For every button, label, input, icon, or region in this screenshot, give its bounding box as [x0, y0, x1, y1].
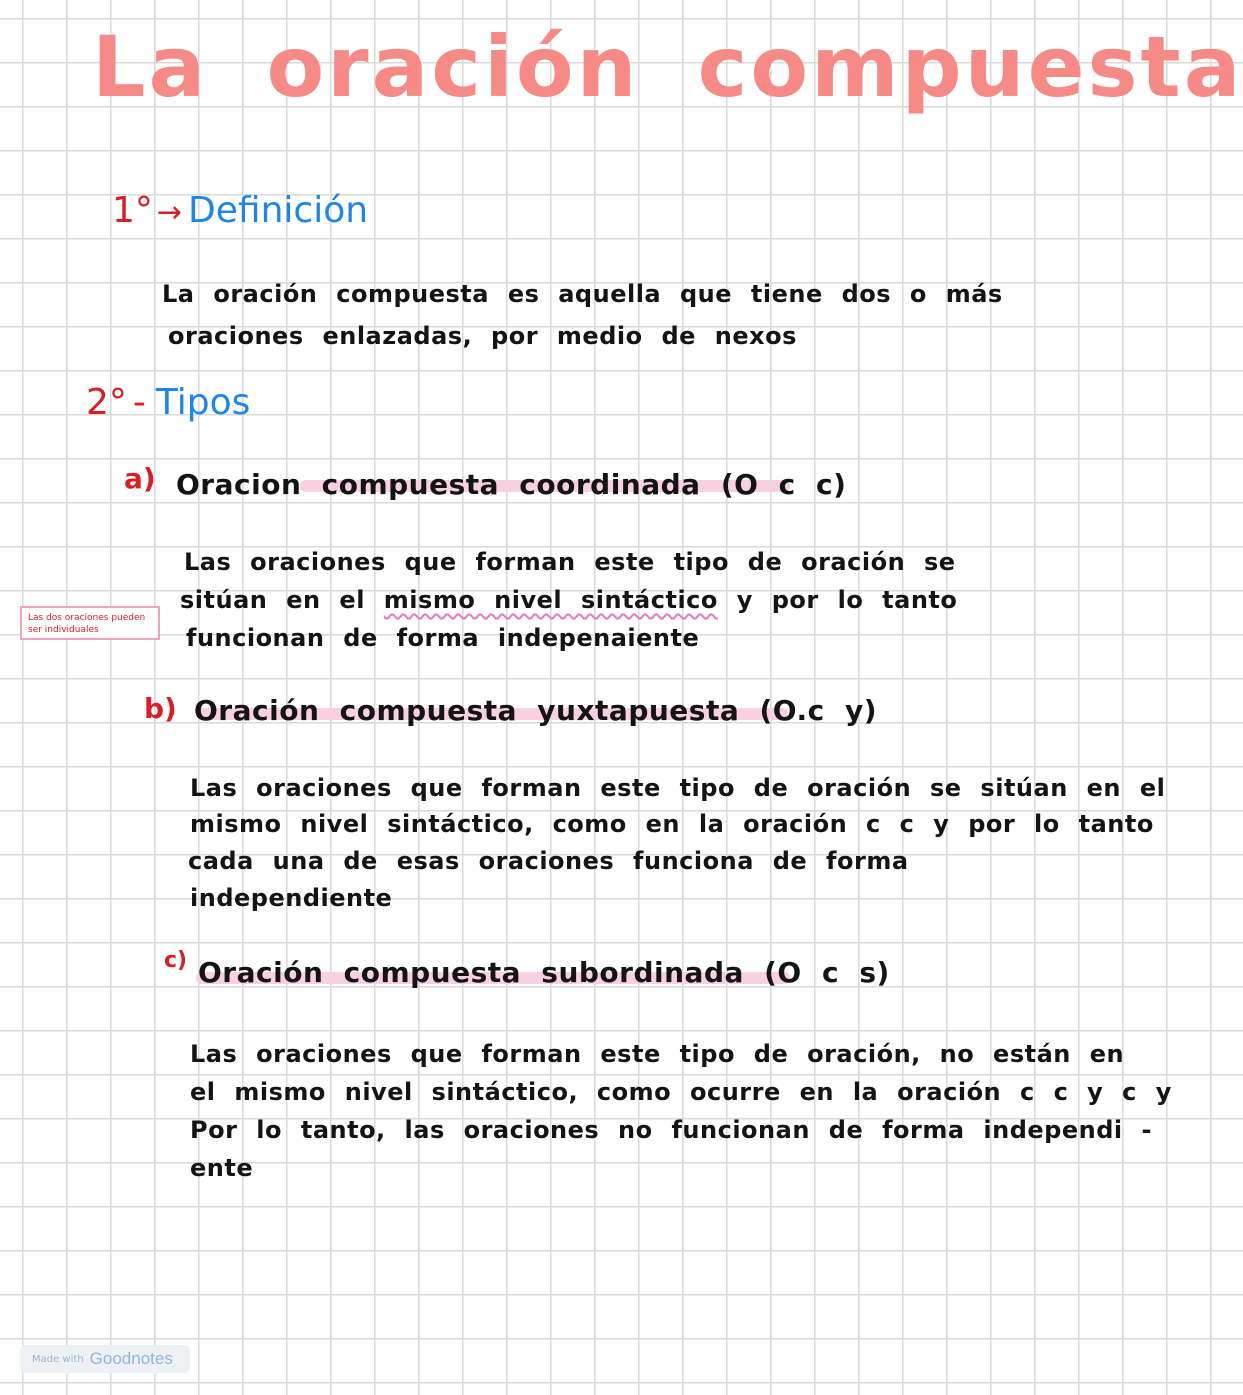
type-b-line-1: Las oraciones que forman este tipo de oración se sitúan en el	[190, 774, 1166, 802]
type-c-line-4: ente	[190, 1154, 254, 1182]
type-b-letter: b)	[144, 692, 177, 725]
type-b-line-4: independiente	[190, 884, 393, 912]
type-a-heading: Oracion compuesta coordinada (O c c)	[176, 468, 847, 501]
type-a-line-2	[180, 582, 957, 619]
type-a-line-1: Las oraciones que forman este tipo de oración se	[184, 548, 956, 576]
made-with-goodnotes-badge	[20, 1345, 190, 1373]
type-c-heading: Oración compuesta subordinada (O c s)	[198, 956, 890, 989]
type-b-line-2: mismo nivel sintáctico, como en la oración c c y por lo tanto	[190, 810, 1154, 838]
section-definition-heading	[112, 190, 368, 231]
type-a-letter: a)	[124, 462, 156, 495]
type-a-wavy-underline: mismo nivel sintáctico	[383, 586, 718, 614]
goodnotes-logo: Goodnotes	[89, 1349, 173, 1368]
type-c-line-2: el mismo nivel sintáctico, como ocurre en la oración c c y c y	[190, 1078, 1172, 1106]
dash-separator: -	[132, 382, 146, 423]
page-title: La oración compuesta	[92, 18, 1243, 116]
type-a-line-3: funcionan de forma indepenaiente	[186, 624, 700, 652]
definition-line-1: La oración compuesta es aquella que tiene dos o más	[162, 280, 1003, 308]
type-c-letter: c)	[164, 948, 188, 973]
type-c-line-1: Las oraciones que forman este tipo de oración, no están en	[190, 1040, 1125, 1068]
type-b-line-3: cada una de esas oraciones funciona de forma	[188, 847, 909, 875]
type-b-heading: Oración compuesta yuxtapuesta (O.c y)	[194, 694, 877, 727]
section-types-heading	[86, 382, 250, 423]
section-number-2: 2°	[86, 382, 127, 423]
types-heading: Tipos	[155, 382, 251, 423]
type-a-line-2-start: sitúan en el	[180, 586, 384, 614]
type-c-line-3: Por lo tanto, las oraciones no funcionan de forma independi -	[190, 1116, 1152, 1144]
arrow-right-icon: →	[156, 195, 183, 230]
badge-prefix: Made with	[32, 1353, 84, 1365]
definition-heading: Definición	[188, 190, 369, 231]
margin-note: Las dos oraciones pueden ser individuales	[20, 606, 160, 640]
section-number-1: 1°	[112, 190, 153, 231]
definition-line-2: oraciones enlazadas, por medio de nexos	[168, 322, 797, 350]
type-a-line-2-end: y por lo tanto	[717, 586, 958, 614]
